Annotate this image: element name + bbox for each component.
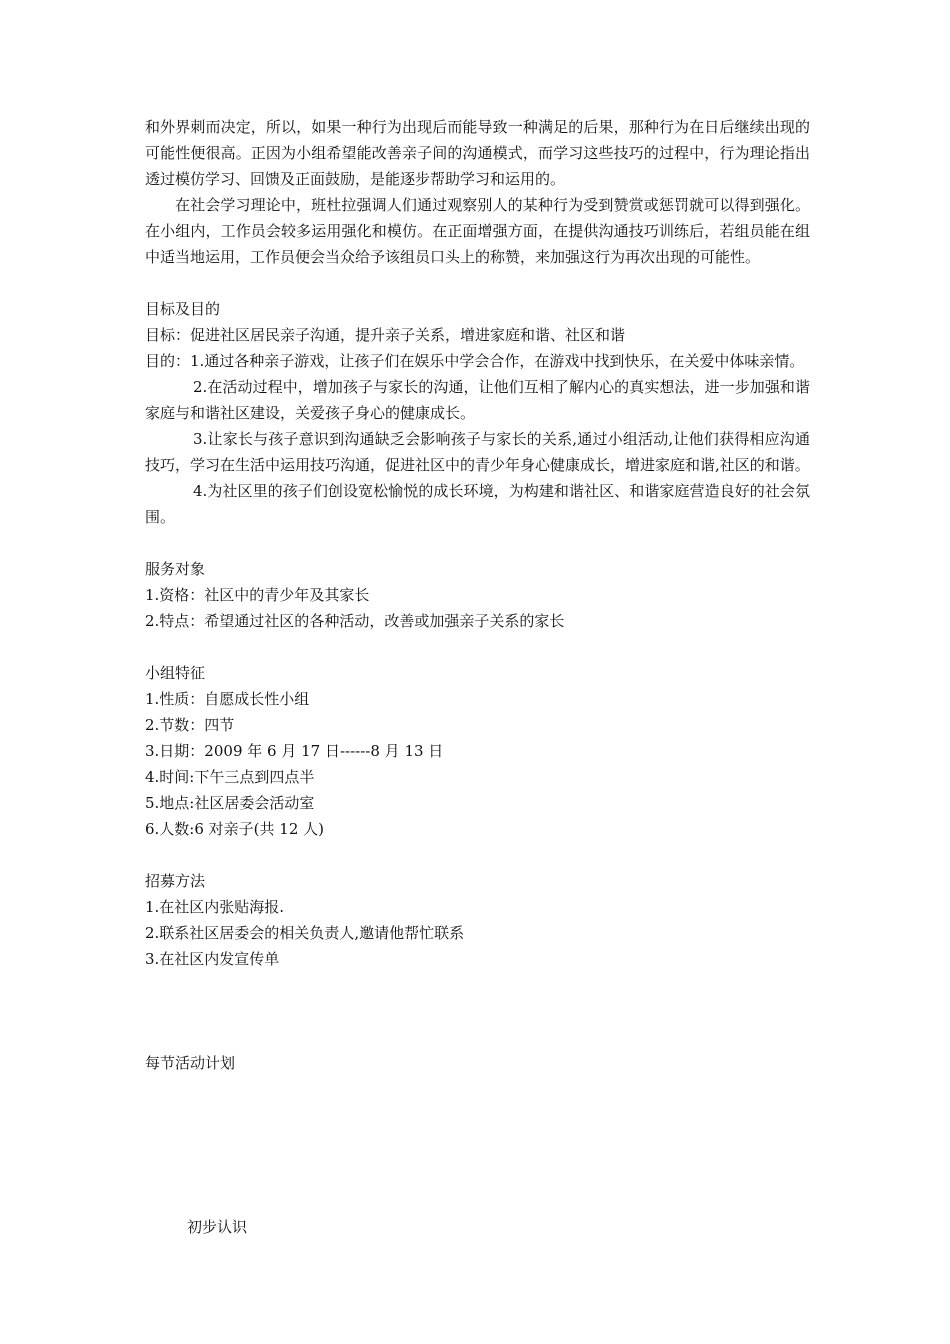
goals-title: 目标及目的 bbox=[145, 300, 221, 318]
document-page bbox=[145, 114, 810, 1240]
features-title: 小组特征 bbox=[145, 664, 206, 682]
recruit-item: 1.在社区内张贴海报. bbox=[145, 898, 285, 916]
feature-item: 3.日期：2009 年 6 月 17 日------8 月 13 日 bbox=[145, 742, 444, 760]
service-item: 1.资格：社区中的青少年及其家长 bbox=[145, 586, 370, 604]
plan-title: 每节活动计划 bbox=[145, 1054, 236, 1072]
service-item: 2.特点：希望通过社区的各种活动，改善或加强亲子关系的家长 bbox=[145, 612, 565, 630]
purpose-item-4: 4.为社区里的孩子们创设宽松愉悦的成长环境，为构建和谐社区、和谐家庭营造良好的社会氛围。 bbox=[145, 482, 810, 526]
goal-statement: 目标：促进社区居民亲子沟通，提升亲子关系，增进家庭和谐、社区和谐 bbox=[145, 326, 626, 344]
intro-paragraph-1: 和外界刺而决定，所以，如果一种行为出现后而能导致一种满足的后果，那种行为在日后继续出现的可能性便很高。正因为小组希望能改善亲子间的沟通模式，而学习这些技巧的过程中，行为理论指出透过模仿学习、回馈及正面鼓励，是能逐步帮助学习和运用的。 bbox=[145, 118, 810, 188]
feature-item: 5.地点:社区居委会活动室 bbox=[145, 794, 315, 812]
spacer bbox=[145, 530, 810, 556]
recruit-item: 2.联系社区居委会的相关负责人,邀请他帮忙联系 bbox=[145, 924, 465, 942]
feature-item: 6.人数:6 对亲子(共 12 人) bbox=[145, 820, 325, 838]
spacer bbox=[145, 270, 810, 296]
service-title: 服务对象 bbox=[145, 560, 206, 578]
spacer bbox=[145, 842, 810, 868]
feature-item: 4.时间:下午三点到四点半 bbox=[145, 768, 315, 786]
feature-item: 2.节数：四节 bbox=[145, 716, 235, 734]
spacer bbox=[145, 1076, 810, 1154]
purpose-item-3: 3.让家长与孩子意识到沟通缺乏会影响孩子与家长的关系,通过小组活动,让他们获得相应沟通技巧，学习在生活中运用技巧沟通，促进社区中的青少年身心健康成长，增进家庭和谐,社区的和谐。 bbox=[145, 430, 810, 474]
intro-paragraph-2: 在社会学习理论中，班杜拉强调人们通过观察别人的某种行为受到赞赏或惩罚就可以得到强化。在小组内，工作员会较多运用强化和模仿。在正面增强方面，在提供沟通技巧训练后，若组员能在组中适当地运用，工作员便会当众给予该组员口头上的称赞，来加强这行为再次出现的可能性。 bbox=[145, 196, 810, 266]
spacer bbox=[145, 634, 810, 660]
recruit-title: 招募方法 bbox=[145, 872, 206, 890]
purpose-item-2: 2.在活动过程中，增加孩子与家长的沟通，让他们互相了解内心的真实想法，进一步加强和谐家庭与和谐社区建设，关爱孩子身心的健康成长。 bbox=[145, 378, 810, 422]
session-1-heading: 初步认识 bbox=[187, 1218, 248, 1236]
purpose-item-1: 目的：1.通过各种亲子游戏，让孩子们在娱乐中学会合作，在游戏中找到快乐，在关爱中体味亲情。 bbox=[145, 352, 805, 370]
feature-item: 1.性质：自愿成长性小组 bbox=[145, 690, 310, 708]
spacer bbox=[145, 972, 810, 1050]
recruit-item: 3.在社区内发宣传单 bbox=[145, 950, 280, 968]
spacer bbox=[145, 1154, 810, 1214]
